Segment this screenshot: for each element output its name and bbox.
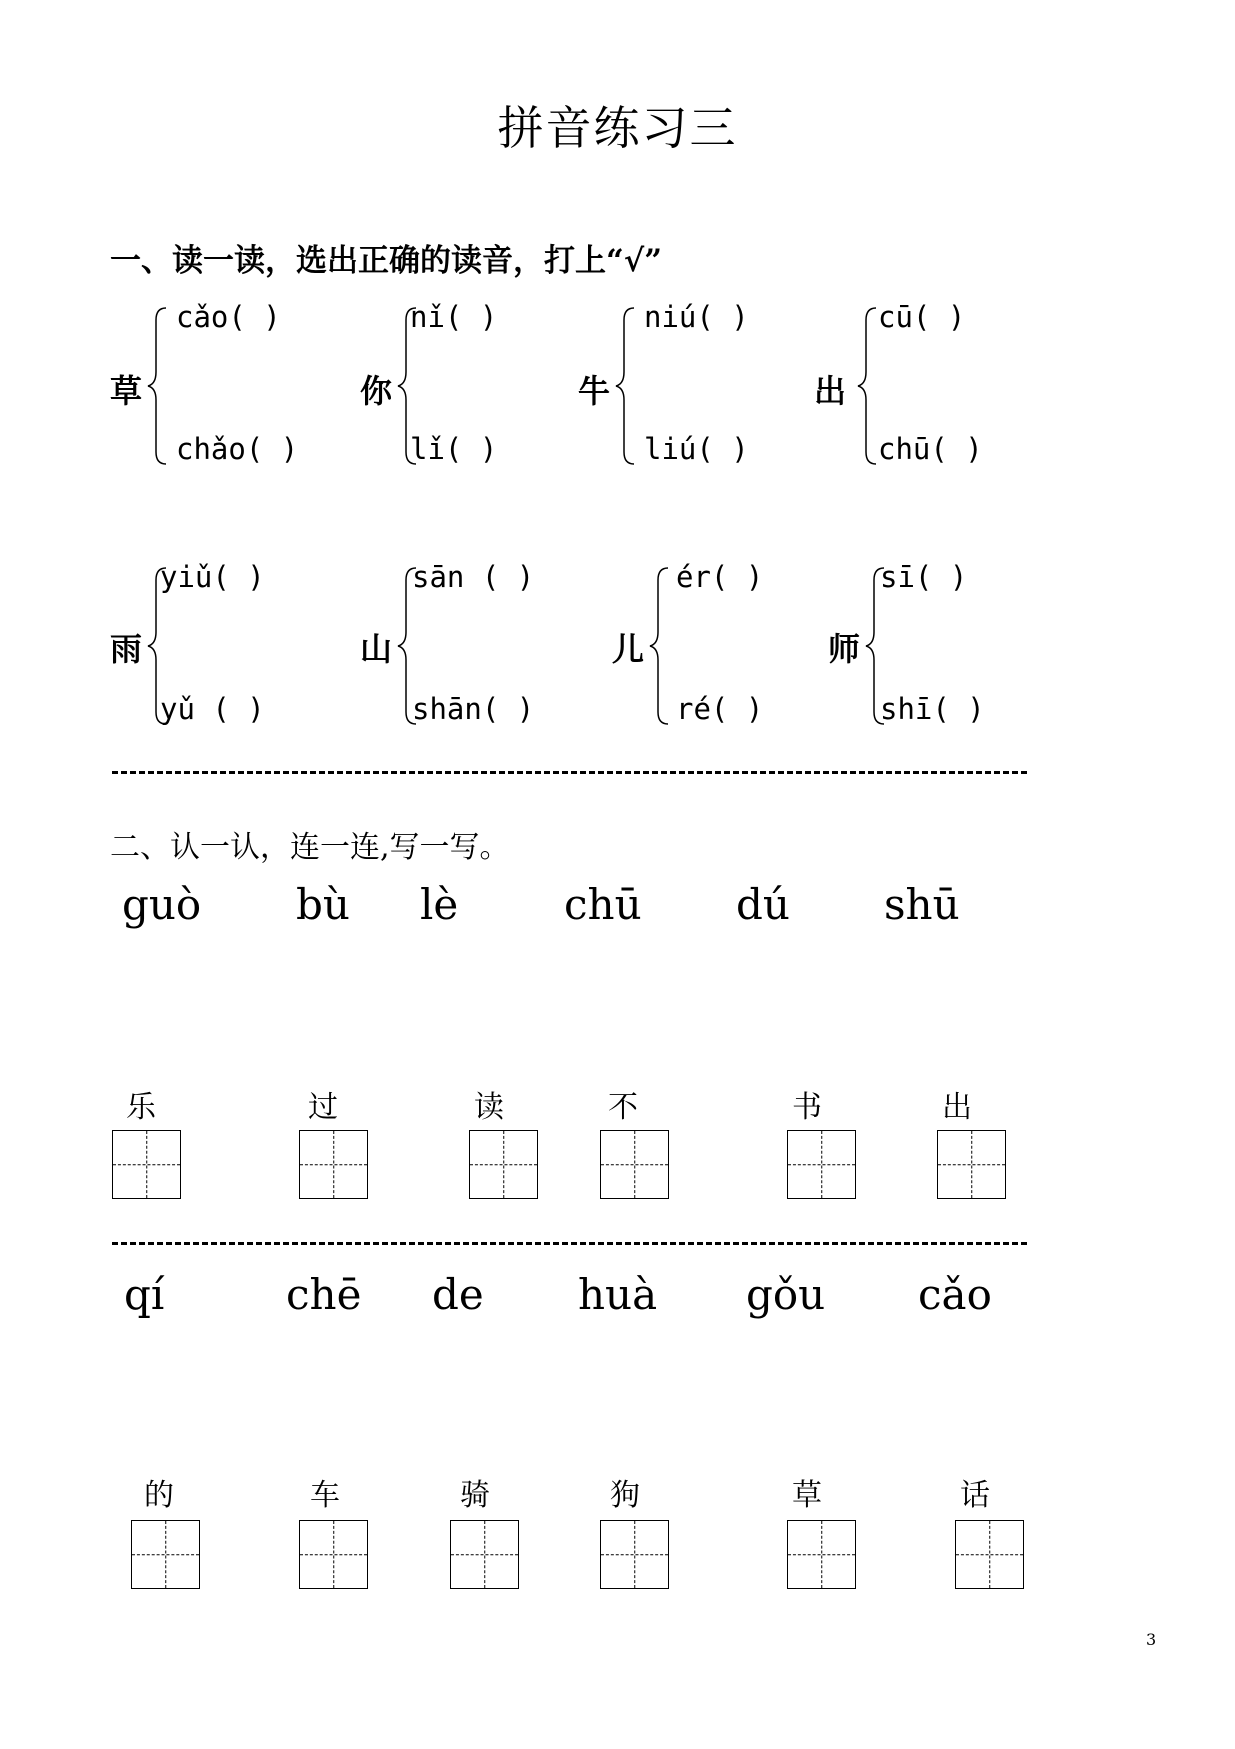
exercise-char: 师 — [828, 630, 861, 668]
writing-box[interactable] — [600, 1130, 669, 1199]
page-title: 拼音练习三 — [497, 101, 738, 155]
option-bottom[interactable]: shī( ) — [880, 692, 985, 726]
option-bottom[interactable]: liú( ) — [644, 432, 749, 466]
pinyin-word[interactable]: lè — [420, 880, 459, 929]
exercise-char: 牛 — [578, 372, 611, 410]
dashed-divider — [112, 1242, 1027, 1245]
pinyin-word[interactable]: de — [432, 1270, 484, 1319]
writing-box[interactable] — [299, 1520, 368, 1589]
option-bottom[interactable]: shān( ) — [412, 692, 535, 726]
page-number: 3 — [1146, 1630, 1157, 1649]
exercise-char: 出 — [814, 372, 847, 410]
pinyin-word[interactable]: gǒu — [746, 1270, 826, 1319]
option-top[interactable]: yiǔ( ) — [160, 560, 265, 594]
writing-box[interactable] — [131, 1520, 200, 1589]
option-top[interactable]: ér( ) — [676, 560, 764, 594]
option-bottom[interactable]: yǔ ( ) — [160, 692, 265, 726]
character-label[interactable]: 狗 — [610, 1478, 640, 1513]
character-label[interactable]: 乐 — [126, 1090, 156, 1125]
pinyin-word[interactable]: qí — [124, 1270, 165, 1319]
writing-box[interactable] — [112, 1130, 181, 1199]
option-top[interactable]: niú( ) — [644, 300, 749, 334]
pinyin-word[interactable]: chū — [564, 880, 642, 929]
character-label[interactable]: 出 — [942, 1090, 972, 1125]
option-top[interactable]: cǎo( ) — [176, 300, 281, 334]
writing-box[interactable] — [787, 1520, 856, 1589]
character-label[interactable]: 读 — [474, 1090, 504, 1125]
option-bottom[interactable]: lǐ( ) — [410, 432, 498, 466]
character-label[interactable]: 草 — [792, 1478, 822, 1513]
writing-box[interactable] — [600, 1520, 669, 1589]
pinyin-word[interactable]: cǎo — [918, 1270, 992, 1319]
character-label[interactable]: 书 — [792, 1090, 822, 1125]
character-label[interactable]: 车 — [310, 1478, 340, 1513]
pinyin-word[interactable]: chē — [286, 1270, 362, 1319]
option-top[interactable]: sī( ) — [880, 560, 968, 594]
pinyin-word[interactable]: shū — [884, 880, 960, 929]
brace-icon — [856, 306, 880, 466]
brace-icon — [146, 306, 170, 466]
character-label[interactable]: 不 — [608, 1090, 638, 1125]
section-1-heading: 一、读一读，选出正确的读音，打上“√” — [110, 243, 663, 279]
writing-box[interactable] — [955, 1520, 1024, 1589]
writing-box[interactable] — [450, 1520, 519, 1589]
writing-box[interactable] — [299, 1130, 368, 1199]
exercise-char: 山 — [360, 630, 393, 668]
writing-box[interactable] — [937, 1130, 1006, 1199]
exercise-char: 草 — [110, 372, 143, 410]
character-label[interactable]: 的 — [144, 1478, 174, 1513]
exercise-char: 儿 — [612, 630, 645, 668]
option-top[interactable]: nǐ( ) — [410, 300, 498, 334]
option-top[interactable]: cū( ) — [878, 300, 966, 334]
pinyin-word[interactable]: huà — [578, 1270, 658, 1319]
character-label[interactable]: 过 — [308, 1090, 338, 1125]
character-label[interactable]: 骑 — [460, 1478, 490, 1513]
option-bottom[interactable]: chū( ) — [878, 432, 983, 466]
writing-box[interactable] — [469, 1130, 538, 1199]
brace-icon — [648, 566, 672, 726]
pinyin-word[interactable]: dú — [736, 880, 790, 929]
writing-box[interactable] — [787, 1130, 856, 1199]
option-top[interactable]: sān ( ) — [412, 560, 535, 594]
dashed-divider — [112, 771, 1027, 774]
exercise-char: 雨 — [110, 630, 143, 668]
pinyin-word[interactable]: bù — [296, 880, 350, 929]
option-bottom[interactable]: chǎo( ) — [176, 432, 299, 466]
brace-icon — [614, 306, 638, 466]
character-label[interactable]: 话 — [960, 1478, 990, 1513]
section-2-heading: 二、认一认，连一连,写一写。 — [110, 830, 510, 865]
exercise-char: 你 — [360, 372, 393, 410]
pinyin-word[interactable]: guò — [122, 880, 202, 929]
option-bottom[interactable]: ré( ) — [676, 692, 764, 726]
